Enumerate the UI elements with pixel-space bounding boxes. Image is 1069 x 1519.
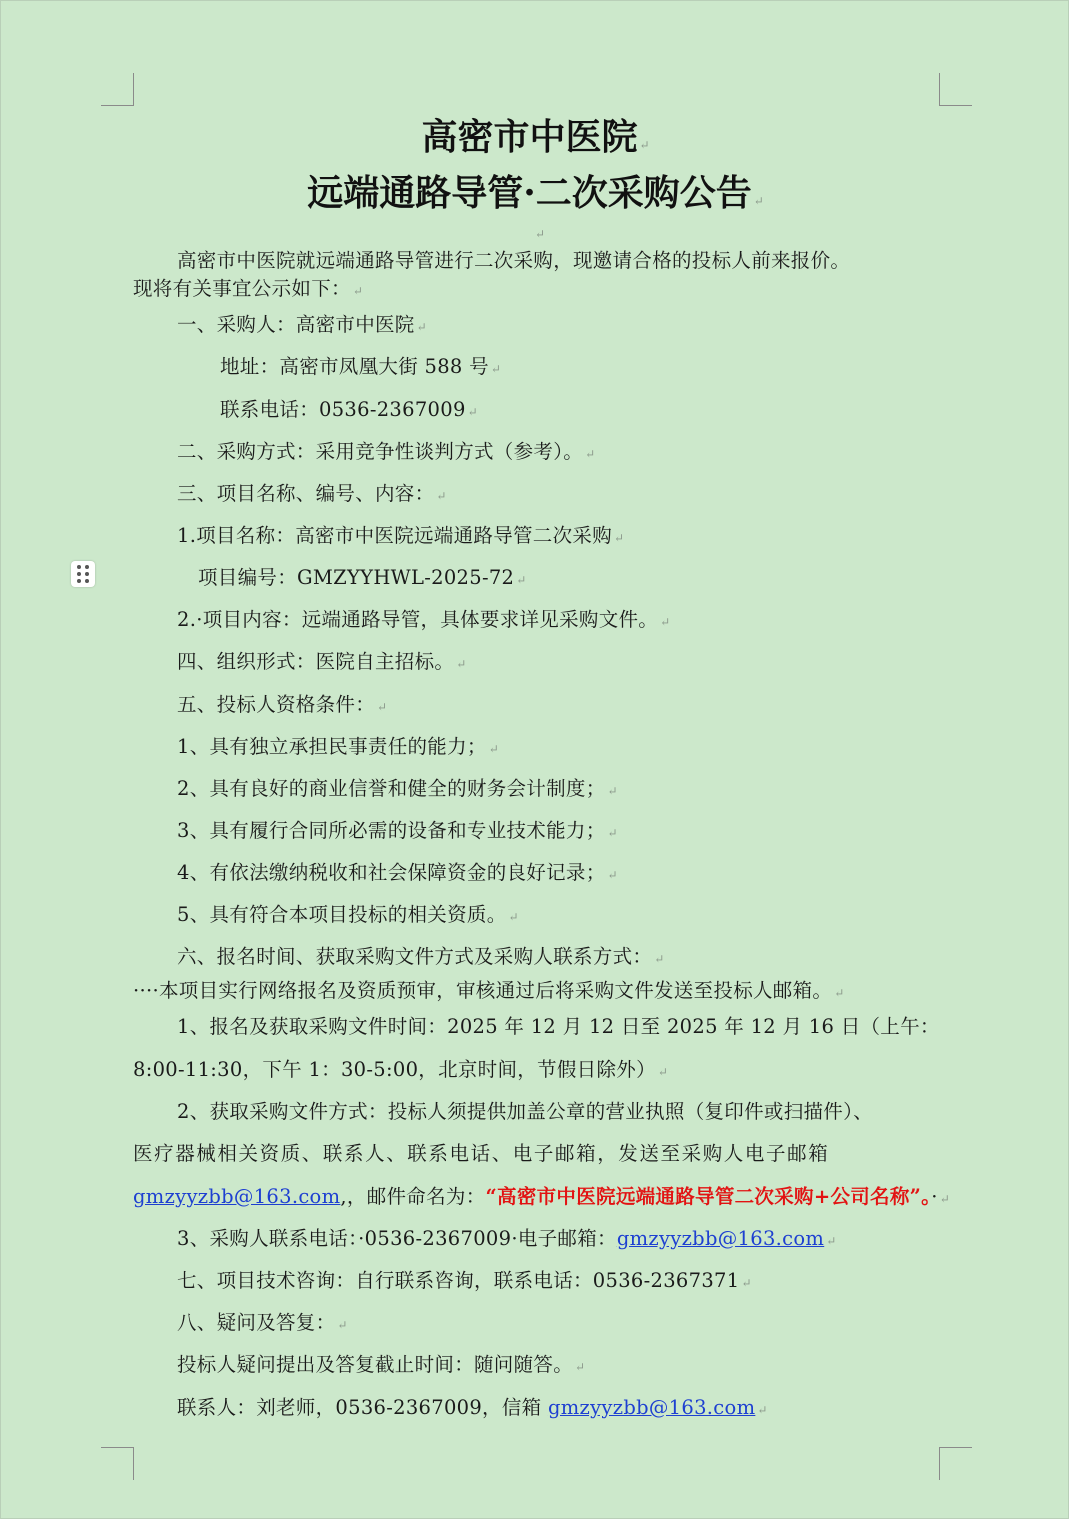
drag-handle-icon[interactable] [71,561,95,587]
paragraph-mark: ↵ [535,227,546,241]
intro-line-1: 高密市中医院就远端通路导管进行二次采购，现邀请合格的投标人前来报价。 [177,249,851,272]
crop-mark-top-left [101,73,134,106]
acquire-method-line-2: 医疗器械相关资质、联系人、联系电话、电子邮箱，发送至采购人电子邮箱 [133,1142,830,1165]
address-line: 地址：高密市凤凰大街 588 号 ↵ [220,355,502,378]
crop-mark-bottom-right [939,1447,972,1480]
qualification-item: 5、具有符合本项目投标的相关资质。 ↵ [177,903,519,926]
title-line-1: 高密市中医院 ↵ [421,116,650,158]
project-content-line: 2.·项目内容：远端通路导管，具体要求详见采购文件。 ↵ [177,608,671,631]
buyer-contact-line: 3、采购人联系电话：·0536-2367009·电子邮箱：gmzyyzbb@163.com ↵ [177,1227,837,1250]
qualification-item: 3、具有履行合同所必需的设备和专业技术能力； ↵ [177,819,618,842]
acquire-method-line-3: gmzyyzbb@163.com,，邮件命名为：“高密市中医院远端通路导管二次采购+公司名称”。· ↵ [133,1185,951,1208]
qualification-item: 4、有依法缴纳税收和社会保障资金的良好记录； ↵ [177,861,618,884]
crop-mark-bottom-left [101,1447,134,1480]
crop-mark-top-right [939,73,972,106]
email-link[interactable]: gmzyyzbb@163.com [616,1227,825,1250]
registration-note: ····本项目实行网络报名及资质预审，审核通过后将采购文件发送至投标人邮箱。 ↵ [133,979,845,1002]
registration-heading: 六、报名时间、获取采购文件方式及采购人联系方式： ↵ [177,945,665,968]
registration-time-line-1: 1、报名及获取采购文件时间：2025 年 12 月 12 日至 2025 年 12 月 16 日（上午： [177,1015,940,1038]
project-number-line: 项目编号：GMZYYHWL-2025-72 ↵ [198,566,527,589]
method-line: 二、采购方式：采用竞争性谈判方式（参考）。 ↵ [177,440,596,463]
email-subject-format: “高密市中医院远端通路导管二次采购+公司名称”。 [485,1185,932,1208]
registration-time-line-2: 8:00-11:30，下午 1：30-5:00，北京时间，节假日除外） ↵ [133,1058,669,1081]
intro-line-2: 现将有关事宜公示如下： ↵ [133,277,364,300]
buyer-line: 一、采购人：高密市中医院 ↵ [177,313,427,336]
email-link[interactable]: gmzyyzbb@163.com [547,1396,756,1419]
qa-deadline-line: 投标人疑问提出及答复截止时间：随问随答。 ↵ [177,1353,586,1376]
title-line-2: 远端通路导管·二次采购公告 ↵ [307,172,764,214]
project-heading: 三、项目名称、编号、内容： ↵ [177,482,447,505]
phone-line: 联系电话：0536-2367009 ↵ [220,398,479,421]
organization-line: 四、组织形式：医院自主招标。 ↵ [177,650,467,673]
acquire-method-line-1: 2、获取采购文件方式：投标人须提供加盖公章的营业执照（复印件或扫描件）、 [177,1100,873,1123]
qualification-heading: 五、投标人资格条件： ↵ [177,693,388,716]
qa-contact-line: 联系人：刘老师，0536-2367009，信箱 gmzyyzbb@163.com ↵ [177,1396,768,1419]
tech-consult-line: 七、项目技术咨询：自行联系咨询，联系电话：0536-2367371 ↵ [177,1269,752,1292]
qa-heading: 八、疑问及答复： ↵ [177,1311,348,1334]
email-link[interactable]: gmzyyzbb@163.com [133,1185,341,1208]
project-name-line: 1.项目名称：高密市中医院远端通路导管二次采购 ↵ [177,524,625,547]
qualification-item: 1、具有独立承担民事责任的能力； ↵ [177,735,500,758]
qualification-item: 2、具有良好的商业信誉和健全的财务会计制度； ↵ [177,777,618,800]
